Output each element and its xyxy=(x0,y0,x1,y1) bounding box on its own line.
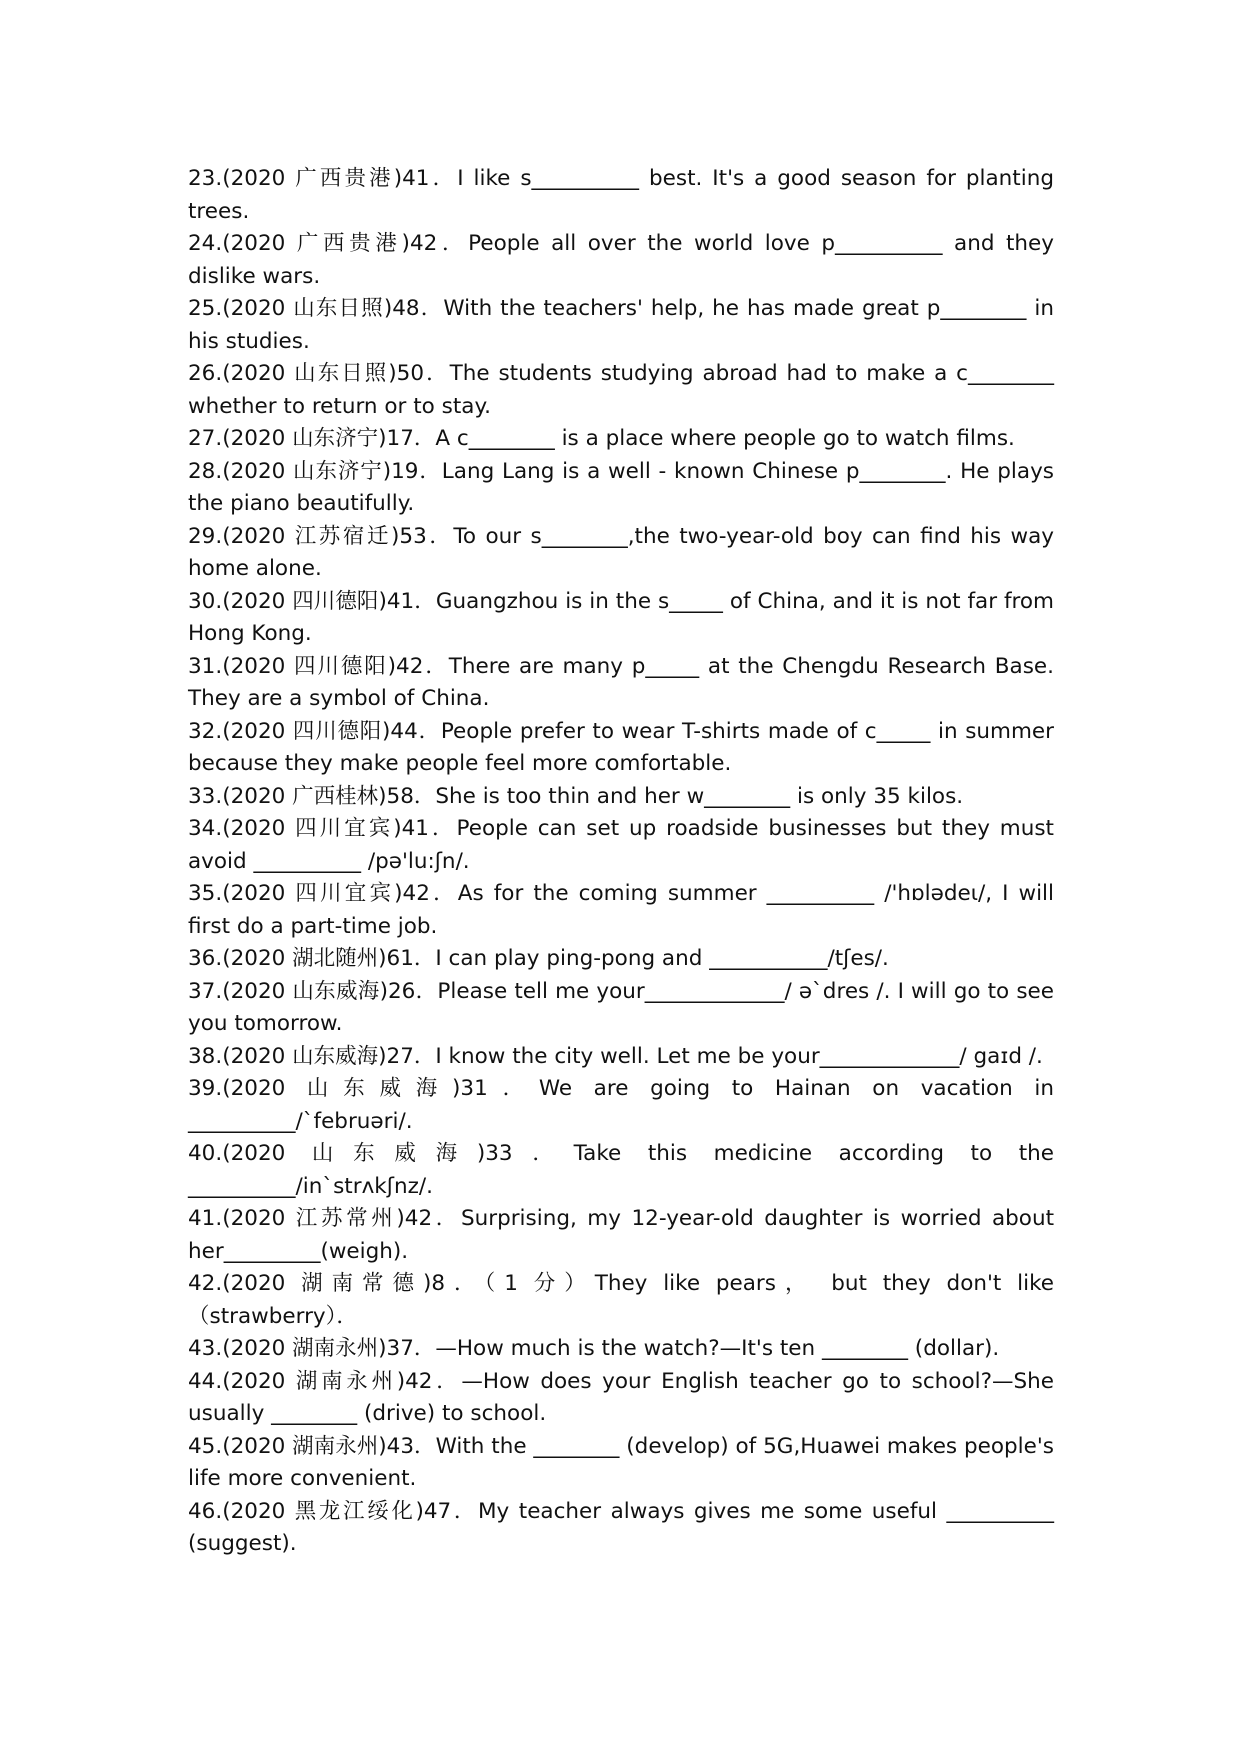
question-44: 44.(2020 湖南永州)42．—How does your English teacher go to school?—She usually ________ (drive) to school. xyxy=(188,1368,1054,1426)
question-25: 25.(2020 山东日照)48．With the teachers' help, he has made great p________ in his studies. xyxy=(188,296,1054,354)
question-46: 46.(2020 黑龙江绥化)47．My teacher always gives me some useful __________ (suggest). xyxy=(188,1498,1054,1556)
question-43: 43.(2020 湖南永州)37．—How much is the watch?—It's ten ________ (dollar). xyxy=(188,1336,1000,1361)
question-36: 36.(2020 湖北随州)61．I can play ping-pong and ___________/tʃes/. xyxy=(188,946,889,971)
question-40: 40.(2020 山东威海)33．Take this medicine according to the __________/in`strʌkʃnz/. xyxy=(188,1141,1054,1199)
question-35: 35.(2020 四川宜宾)42．As for the coming summer __________ /'hɒlədeɩ/, I will first do a part-time job. xyxy=(188,881,1054,939)
question-37: 37.(2020 山东威海)26．Please tell me your_____________/ ə`dres /. I will go to see you tomorrow. xyxy=(188,978,1054,1036)
question-45: 45.(2020 湖南永州)43．With the ________ (develop) of 5G,Huawei makes people's life more convenient. xyxy=(188,1433,1054,1491)
question-34: 34.(2020 四川宜宾)41．People can set up roadside businesses but they must avoid __________ /pə'lu:ʃn/. xyxy=(188,816,1054,874)
question-26: 26.(2020 山东日照)50．The students studying abroad had to make a c________ whether to return or to stay. xyxy=(188,361,1054,419)
question-33: 33.(2020 广西桂林)58．She is too thin and her w________ is only 35 kilos. xyxy=(188,783,964,809)
question-31: 31.(2020 四川德阳)42．There are many p_____ at the Chengdu Research Base. They are a symbol of China. xyxy=(188,653,1054,711)
question-41: 41.(2020 江苏常州)42．Surprising, my 12-year-old daughter is worried about her_________(weigh). xyxy=(188,1206,1054,1264)
question-28: 28.(2020 山东济宁)19．Lang Lang is a well - known Chinese p________. He plays the piano beautifully. xyxy=(188,458,1054,516)
question-39: 39.(2020 山东威海)31．We are going to Hainan on vacation in __________/`februəri/. xyxy=(188,1076,1054,1134)
question-23: 23.(2020 广西贵港)41．I like s__________ best. It's a good season for planting trees. xyxy=(188,166,1054,224)
question-27: 27.(2020 山东济宁)17．A c________ is a place where people go to watch films. xyxy=(188,426,1015,451)
question-24: 24.(2020 广西贵港)42．People all over the world love p__________ and they dislike wars. xyxy=(188,231,1054,289)
document-page xyxy=(188,163,1054,1561)
question-29: 29.(2020 江苏宿迁)53．To our s________,the two-year-old boy can find his way home alone. xyxy=(188,523,1054,581)
question-32: 32.(2020 四川德阳)44．People prefer to wear T-shirts made of c_____ in summer because they make people feel more comfortable. xyxy=(188,718,1054,776)
question-30: 30.(2020 四川德阳)41．Guangzhou is in the s_____ of China, and it is not far from Hong Kong. xyxy=(188,588,1054,646)
question-38: 38.(2020 山东威海)27．I know the city well. Let me be your_____________/ gaɪd /. xyxy=(188,1043,1043,1069)
question-42: 42.(2020 湖南常德)8．（1 分）They like pears， but they don't like （strawberry）． xyxy=(188,1271,1054,1329)
